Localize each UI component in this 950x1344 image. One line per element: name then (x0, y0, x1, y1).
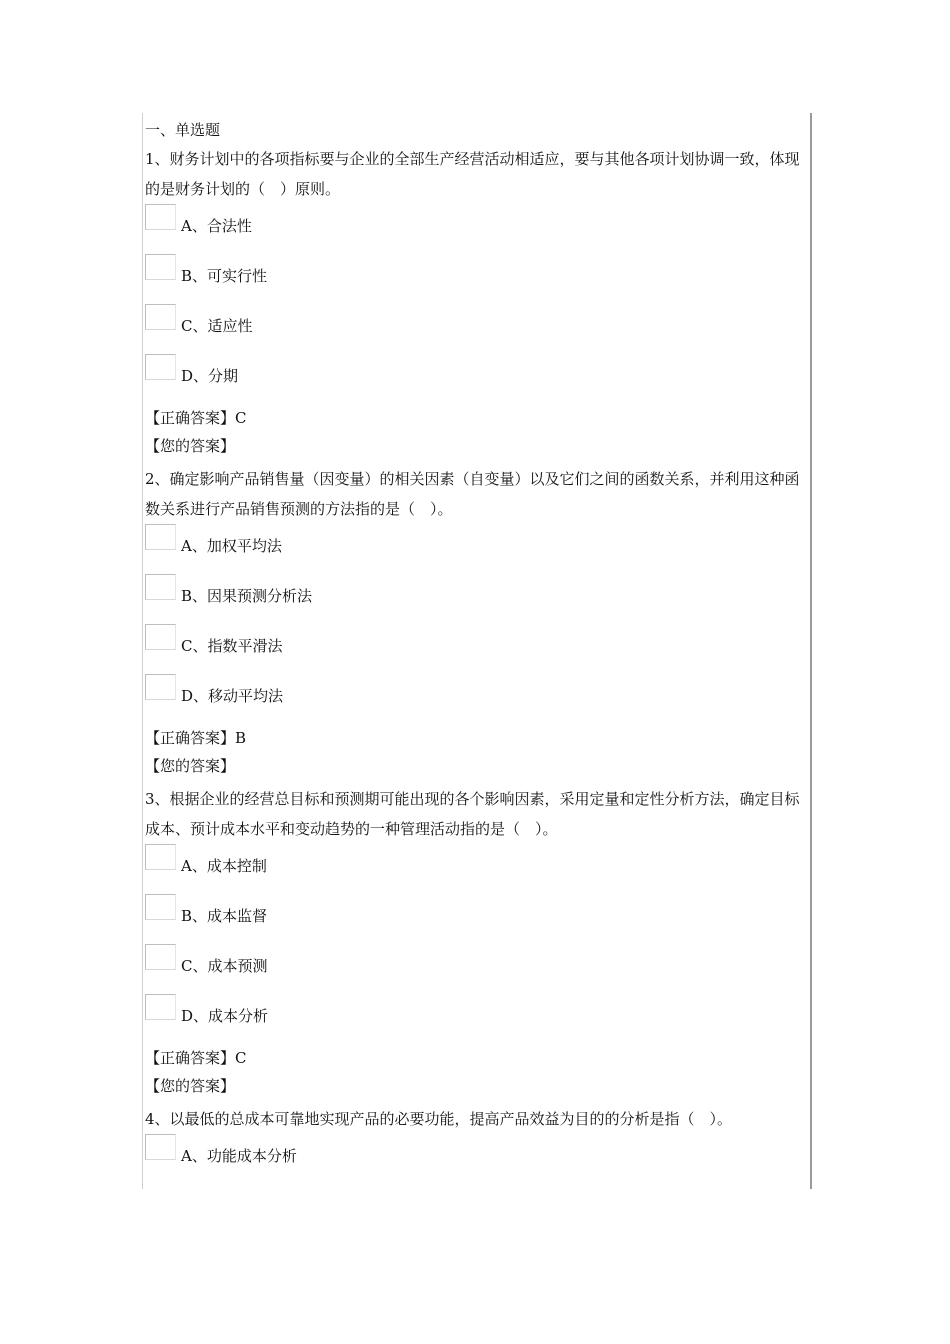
question-1 (145, 144, 807, 460)
option-label: A、合法性 (181, 217, 252, 235)
option-label: C、指数平滑法 (181, 637, 283, 655)
option-a (145, 844, 807, 894)
option-checkbox[interactable] (145, 1134, 176, 1160)
option-a (145, 204, 807, 254)
option-d (145, 674, 807, 724)
option-checkbox[interactable] (145, 574, 176, 600)
option-a (145, 524, 807, 574)
option-checkbox[interactable] (145, 624, 176, 650)
option-checkbox[interactable] (145, 944, 176, 970)
your-answer: 【您的答案】 (145, 1077, 236, 1095)
your-answer: 【您的答案】 (145, 757, 236, 775)
question-4 (145, 1104, 807, 1184)
option-d (145, 994, 807, 1044)
question-text: 4、以最低的总成本可靠地实现产品的必要功能，提高产品效益为目的的分析是指（ ）。 (145, 1110, 733, 1128)
question-text: 2、确定影响产品销售量（因变量）的相关因素（自变量）以及它们之间的函数关系，并利用这种函数关系进行产品销售预测的方法指的是（ ）。 (145, 470, 800, 518)
option-label: B、成本监督 (181, 907, 268, 925)
option-checkbox[interactable] (145, 354, 176, 380)
option-checkbox[interactable] (145, 674, 176, 700)
option-checkbox[interactable] (145, 524, 176, 550)
option-checkbox[interactable] (145, 844, 176, 870)
option-checkbox[interactable] (145, 994, 176, 1020)
question-text: 1、财务计划中的各项指标要与企业的全部生产经营活动相适应，要与其他各项计划协调一致，体现的是财务计划的（ ）原则。 (145, 150, 800, 198)
option-d (145, 354, 807, 404)
option-b (145, 254, 807, 304)
option-c (145, 624, 807, 674)
option-b (145, 894, 807, 944)
option-checkbox[interactable] (145, 254, 176, 280)
correct-answer: 【正确答案】B (145, 729, 247, 747)
option-label: D、移动平均法 (181, 687, 284, 705)
option-label: C、适应性 (181, 317, 253, 335)
option-label: A、功能成本分析 (181, 1147, 297, 1165)
option-c (145, 944, 807, 994)
correct-answer: 【正确答案】C (145, 409, 247, 427)
option-b (145, 574, 807, 624)
option-label: A、加权平均法 (181, 537, 282, 555)
question-2 (145, 464, 807, 780)
option-label: B、可实行性 (181, 267, 268, 285)
option-label: B、因果预测分析法 (181, 587, 313, 605)
option-label: C、成本预测 (181, 957, 268, 975)
option-a (145, 1134, 807, 1184)
option-checkbox[interactable] (145, 204, 176, 230)
question-text: 3、根据企业的经营总目标和预测期可能出现的各个影响因素，采用定量和定性分析方法，确定目标成本、预计成本水平和变动趋势的一种管理活动指的是（ ）。 (145, 790, 800, 838)
correct-answer: 【正确答案】C (145, 1049, 247, 1067)
option-checkbox[interactable] (145, 304, 176, 330)
option-c (145, 304, 807, 354)
option-checkbox[interactable] (145, 894, 176, 920)
option-label: A、成本控制 (181, 857, 267, 875)
section-title: 一、单选题 (145, 121, 221, 139)
your-answer: 【您的答案】 (145, 437, 236, 455)
option-label: D、分期 (181, 367, 239, 385)
option-label: D、成本分析 (181, 1007, 269, 1025)
question-3 (145, 784, 807, 1100)
quiz-content (145, 118, 807, 1184)
